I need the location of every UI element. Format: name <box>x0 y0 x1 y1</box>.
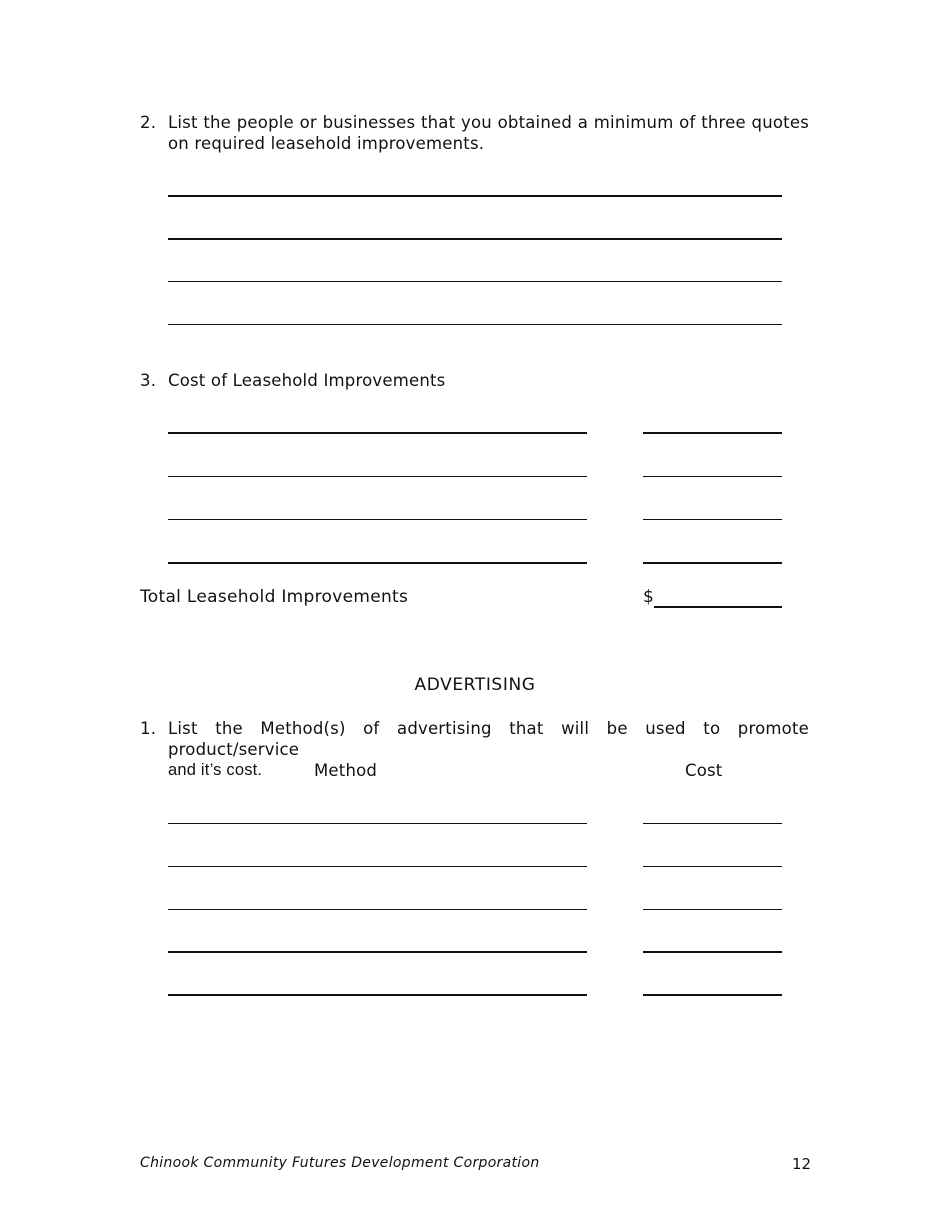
footer-organization: Chinook Community Futures Development Corporation <box>140 1155 540 1171</box>
advertising-question-line1: List the Method(s) of advertising that will be used to promote product/service <box>168 719 809 759</box>
leasehold-cost-line-3[interactable] <box>643 519 782 520</box>
quote-line-3[interactable] <box>168 281 782 282</box>
total-currency-symbol: $ <box>643 587 655 607</box>
leasehold-cost-line-4[interactable] <box>643 562 782 564</box>
leasehold-item-line-2[interactable] <box>168 476 587 477</box>
cost-line-4[interactable] <box>643 951 782 953</box>
cost-line-1[interactable] <box>643 823 782 824</box>
total-leasehold-line[interactable] <box>654 606 782 608</box>
quote-line-2[interactable] <box>168 238 782 240</box>
question-2-line2: on required leasehold improvements. <box>168 134 485 153</box>
total-leasehold-label: Total Leasehold Improvements <box>140 587 409 607</box>
advertising-question-number: 1. <box>140 719 157 738</box>
cost-line-3[interactable] <box>643 909 782 910</box>
leasehold-item-line-1[interactable] <box>168 432 587 434</box>
advertising-heading: ADVERTISING <box>414 675 536 695</box>
question-2-line1: List the people or businesses that you obtained a minimum of three quotes <box>168 113 809 132</box>
page-number: 12 <box>792 1155 812 1173</box>
advertising-question-line2: and it’s cost. <box>168 761 263 779</box>
method-line-5[interactable] <box>168 994 587 996</box>
cost-column-header: Cost <box>685 761 723 780</box>
quote-line-1[interactable] <box>168 195 782 197</box>
question-3-number: 3. <box>140 371 157 390</box>
method-line-4[interactable] <box>168 951 587 953</box>
leasehold-item-line-4[interactable] <box>168 562 587 564</box>
method-line-3[interactable] <box>168 909 587 910</box>
method-column-header: Method <box>314 761 378 780</box>
leasehold-cost-line-1[interactable] <box>643 432 782 434</box>
method-line-1[interactable] <box>168 823 587 824</box>
question-3-title: Cost of Leasehold Improvements <box>168 371 446 390</box>
cost-line-5[interactable] <box>643 994 782 996</box>
leasehold-cost-line-2[interactable] <box>643 476 782 477</box>
quote-line-4[interactable] <box>168 324 782 325</box>
leasehold-item-line-3[interactable] <box>168 519 587 520</box>
question-2-number: 2. <box>140 113 157 132</box>
method-line-2[interactable] <box>168 866 587 867</box>
question-2-text <box>168 112 809 154</box>
cost-line-2[interactable] <box>643 866 782 867</box>
